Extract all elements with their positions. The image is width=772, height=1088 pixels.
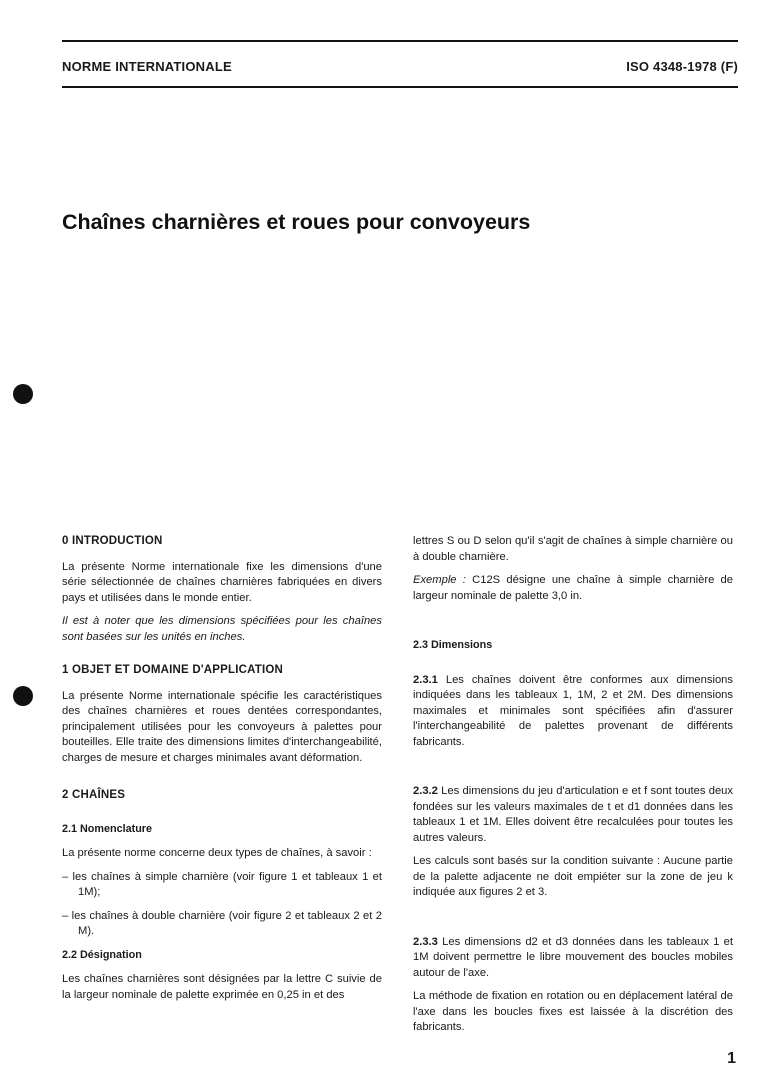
section-2-3-1-text: Les chaînes doivent être conformes aux dimensions indiquées dans les tableaux 1, 1M, 2 et 2M. Des dimensions maximales et minimales sont spécifiées afin d'assurer l'interchangeabilité de palettes provenant de différents fabricants.: [413, 673, 733, 748]
section-2-heading: 2 CHAÎNES: [62, 789, 126, 801]
section-0-heading: 0 INTRODUCTION: [62, 535, 163, 547]
section-2-3-3: [413, 935, 733, 982]
header-bottom-rule: [62, 86, 738, 88]
left-column: [62, 534, 382, 1011]
example-label: Exemple :: [413, 574, 466, 586]
document-title: Chaînes charnières et roues pour convoyeurs: [62, 210, 531, 234]
right-column: [413, 534, 733, 1044]
section-2-3-3-number: 2.3.3: [413, 935, 438, 948]
punch-hole-top: [13, 384, 33, 404]
section-2-1-list-item-1: – les chaînes à simple charnière (voir figure 1 et tableaux 1 et 1M);: [62, 870, 382, 898]
section-2-3-1: [413, 673, 733, 751]
section-1-paragraph-1: La présente Norme internationale spécifie les caractéristiques des chaînes charnières et roues dentées correspondantes, principalement utilisées pour les convoyeurs à palettes pour bouteilles. Elle traite des dimensions limites d'interchangeabilité, charges de mesure et charges minimales avant déformation.: [62, 689, 382, 764]
section-2-3-3-text: Les dimensions d2 et d3 données dans les tableaux 1 et 1M doivent permettre le libre mouvement des boucles mobiles autour de l'axe.: [413, 935, 733, 979]
punch-hole-bottom: [13, 686, 33, 706]
section-2-3-2-number: 2.3.2: [413, 785, 438, 797]
section-0-paragraph-2: Il est à noter que les dimensions spécifiées pour les chaînes sont basées sur les unités en inches.: [62, 615, 382, 643]
section-2-1-heading: 2.1 Nomenclature: [62, 822, 153, 835]
section-2-3-2-text: Les dimensions du jeu d'articulation e et f sont toutes deux fondées sur les valeurs maximales de t et d1 données dans les tableaux 1 et 1M. Elles doivent être recalculées pour toutes les autres valeurs.: [413, 785, 733, 844]
section-2-3-3-paragraph-2: La méthode de fixation en rotation ou en déplacement latéral de l'axe dans les boucles fixes est laissée à la discrétion des fabricants.: [413, 990, 733, 1033]
section-2-2-example: [413, 573, 733, 604]
section-2-3-heading: 2.3 Dimensions: [413, 639, 493, 651]
section-2-3-2-paragraph-2: Les calculs sont basés sur la condition suivante : Aucune partie de la palette adjacente ne doit empiéter sur la zone de jeu k indiquée aux figures 2 et 3.: [413, 855, 733, 898]
section-2-1-paragraph-1: La présente norme concerne deux types de chaînes, à savoir :: [62, 847, 372, 859]
section-2-3-2: [413, 784, 733, 846]
section-2-3-1-number: 2.3.1: [413, 673, 438, 686]
page-number: 1: [727, 1050, 736, 1067]
section-2-1-list-item-2: – les chaînes à double charnière (voir figure 2 et tableaux 2 et 2 M).: [62, 909, 382, 937]
header-standard-number: ISO 4348-1978 (F): [626, 59, 738, 74]
header-top-rule: [62, 40, 738, 42]
section-2-2-heading: 2.2 Désignation: [62, 948, 142, 961]
section-0-paragraph-1: La présente Norme internationale fixe les dimensions d'une série sélectionnée de chaînes charnières fabriquées en divers pays et utilisées dans le monde entier.: [62, 560, 382, 604]
section-2-2-paragraph-1-continued: lettres S ou D selon qu'il s'agit de chaînes à simple charnière ou à double charnière.: [413, 535, 733, 563]
header-standard-type: NORME INTERNATIONALE: [62, 59, 232, 74]
section-2-2-paragraph-1: Les chaînes charnières sont désignées par la lettre C suivie de la largeur nominale de palette exprimée en 0,25 in et des: [62, 973, 382, 1001]
section-1-heading: 1 OBJET ET DOMAINE D'APPLICATION: [62, 664, 284, 676]
example-text: C12S désigne une chaîne à simple charnière de largeur nominale de palette 3,0 in.: [413, 574, 733, 602]
